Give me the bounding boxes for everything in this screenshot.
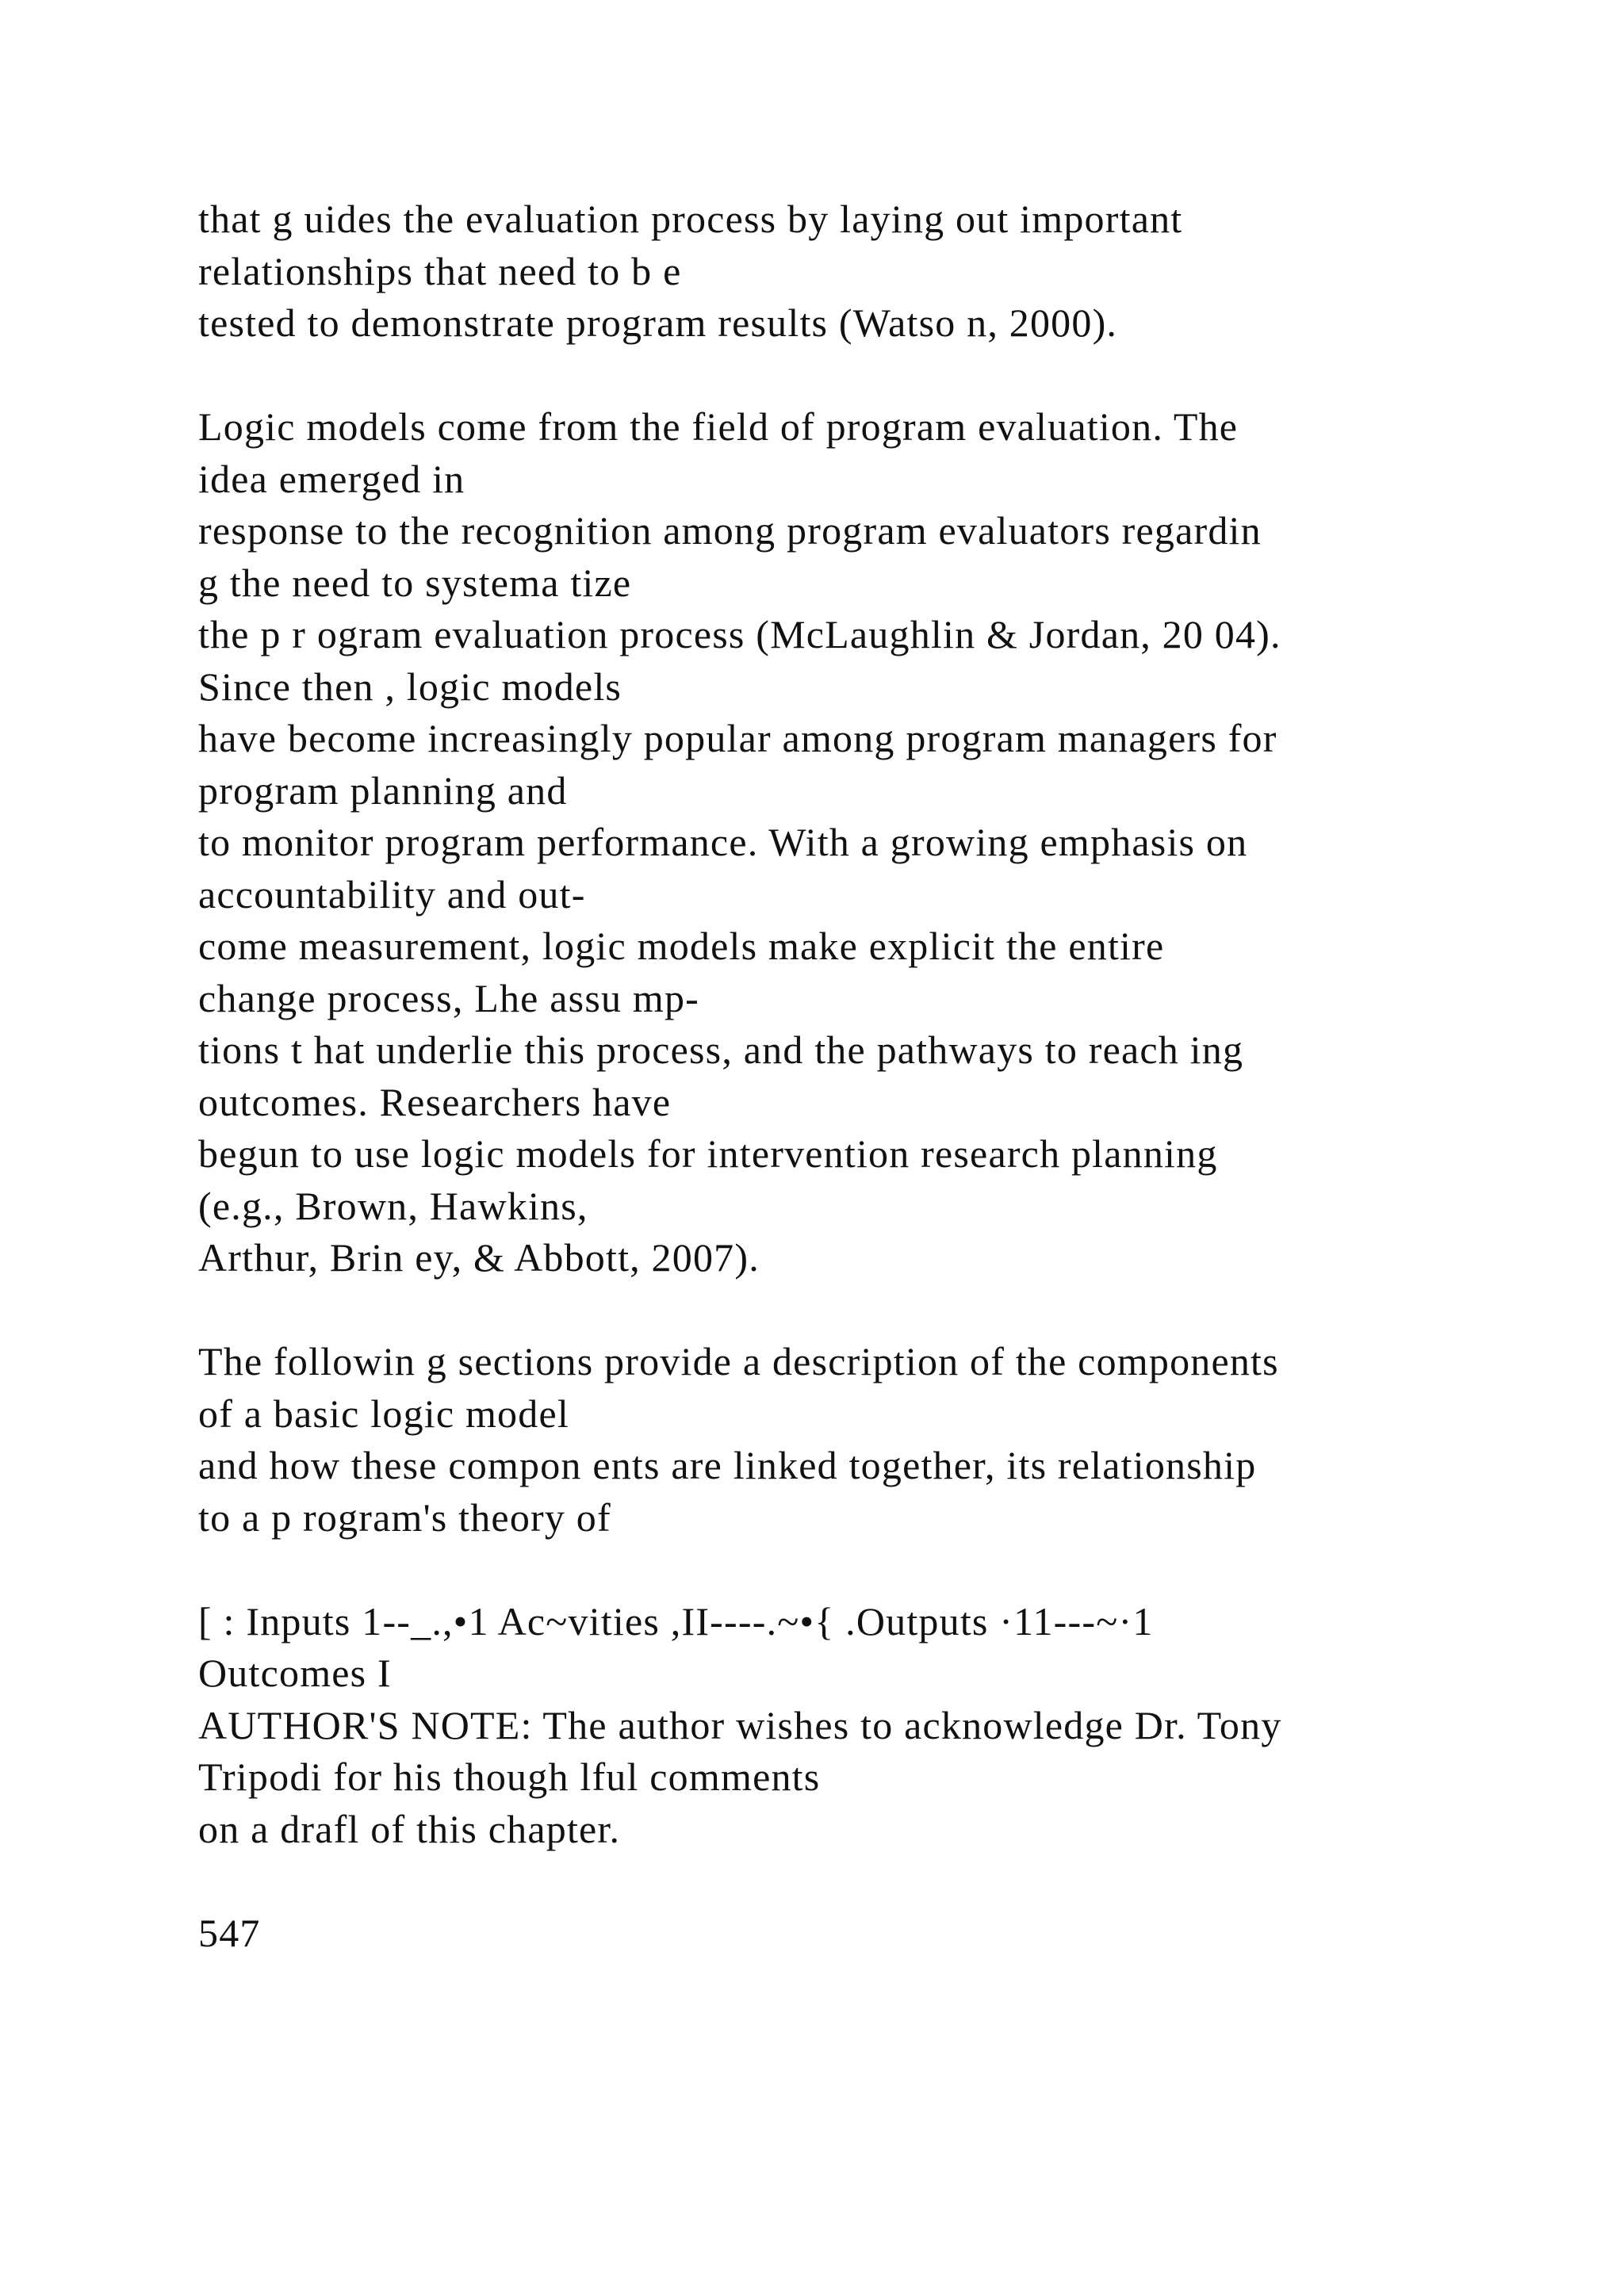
text-line: Logic models come from the field of program evaluation. The (198, 404, 1239, 449)
author-note-line: on a drafl of this chapter. (198, 1806, 621, 1851)
text-line: Arthur, Brin ey, & Abbott, 2007). (198, 1235, 760, 1280)
text-line: change process, Lhe assu mp- (198, 975, 700, 1020)
text-line: come measurement, logic models make explicit the entire (198, 924, 1165, 968)
text-line: (e.g., Brown, Hawkins, (198, 1183, 588, 1228)
text-line: tested to demonstrate program results (Watso n, 2000). (198, 300, 1118, 345)
text-line: that g uides the evaluation process by laying out important (198, 197, 1183, 241)
text-line: outcomes. Researchers have (198, 1079, 672, 1124)
text-line: g the need to systema tize (198, 560, 632, 605)
figure-caption-line: [ : Inputs 1--_.,•1 Ac~vities ,II----.~•{ .Outputs ·11---~·1 (198, 1598, 1154, 1644)
paragraph-spacer (198, 350, 1546, 402)
text-line: idea emerged in (198, 456, 465, 501)
author-note-line: AUTHOR'S NOTE: The author wishes to acknowledge Dr. Tony (198, 1702, 1282, 1747)
paragraph-following-sections (198, 1336, 1546, 1544)
paragraph-spacer (198, 1855, 1546, 1908)
text-line: The followin g sections provide a description of the components (198, 1339, 1279, 1383)
text-line: relationships that need to b e (198, 248, 682, 293)
text-line: begun to use logic models for intervention research planning (198, 1131, 1218, 1176)
text-line: the p r ogram evaluation process (McLaughlin & Jordan, 20 04). (198, 612, 1281, 656)
text-line: tions t hat underlie this process, and the pathways to reach ing (198, 1027, 1244, 1072)
text-line: have become increasingly popular among program managers for (198, 716, 1277, 760)
author-note-line: Tripodi for his though lful comments (198, 1755, 821, 1799)
text-line: and how these compon ents are linked together, its relationship (198, 1443, 1257, 1487)
page-number: 547 (198, 1910, 261, 1955)
text-line: accountability and out- (198, 871, 586, 916)
paragraph-figure-and-author-note (198, 1596, 1546, 1856)
text-line: response to the recognition among program evaluators regardin (198, 508, 1262, 553)
text-line: to monitor program performance. With a growing emphasis on (198, 820, 1248, 864)
paragraph-logic-models-origin (198, 401, 1546, 1284)
figure-caption-line: Outcomes I (198, 1651, 392, 1695)
text-line: Since then , logic models (198, 664, 622, 709)
text-line: program planning and (198, 767, 568, 813)
paragraph-evaluation-process (198, 193, 1546, 350)
body-text (198, 193, 1546, 1959)
paragraph-spacer (198, 1284, 1546, 1337)
text-line: of a basic logic model (198, 1391, 569, 1436)
paragraph-spacer (198, 1544, 1546, 1596)
text-line: to a p rogram's theory of (198, 1494, 611, 1540)
